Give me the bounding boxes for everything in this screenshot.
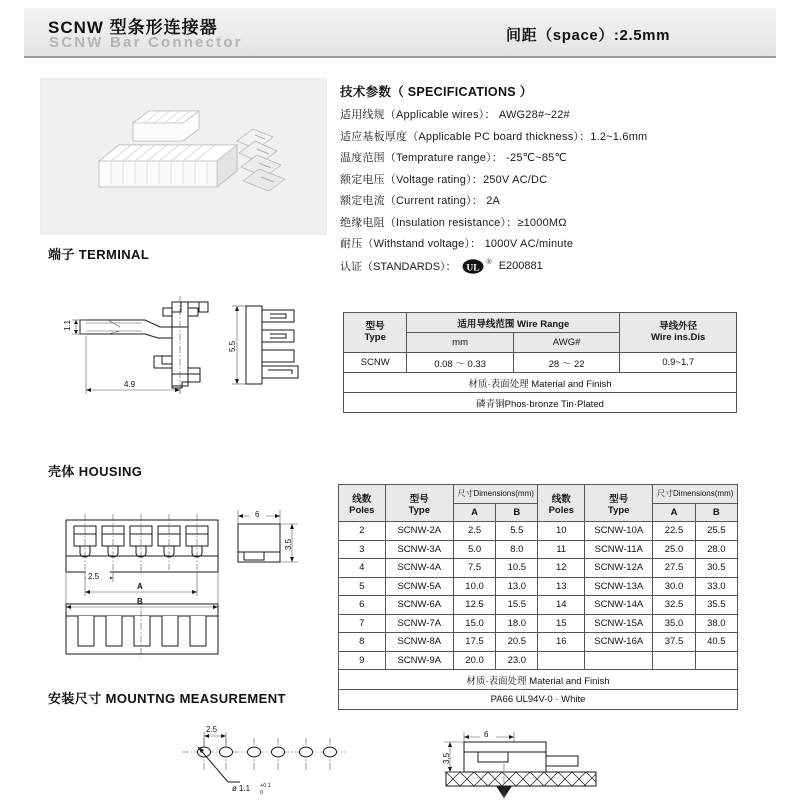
cell-type: SCNW-3A [385, 540, 453, 559]
standards-label: 认证（STANDARDS）： [340, 261, 457, 273]
cell-poles: 5 [339, 577, 386, 596]
cell-a: 35.0 [653, 614, 695, 633]
th-type-left-cn: 型号 [409, 493, 429, 505]
cell-a: 37.5 [653, 633, 695, 652]
mounting-section-drawing [418, 730, 628, 800]
mounting-tolerance-upper: +0.1 [260, 783, 271, 789]
th-type-right-en: Type [607, 504, 630, 516]
cell-a: 15.0 [453, 614, 495, 633]
table-row [339, 633, 738, 652]
specifications-block [340, 82, 780, 274]
th-wire-ins-dis [620, 313, 737, 353]
table-row [344, 373, 737, 393]
diameter-symbol-icon: ø [232, 784, 237, 793]
table-row [339, 614, 738, 633]
housing-material-value: PA66 UL94V-0 · White [339, 690, 738, 710]
cell-b: 30.5 [695, 559, 737, 578]
mounting-hole-diameter-label [232, 784, 251, 793]
cell-a: 12.5 [453, 596, 495, 615]
mounting-dim-height: 3.5 [442, 752, 451, 764]
housing-dim-b: B [137, 597, 143, 606]
th-wire-mm: mm [407, 333, 514, 353]
terminal-dim-side: 5.5 [228, 340, 237, 352]
cell-a [653, 651, 695, 670]
registered-mark-icon: ® [486, 258, 492, 266]
housing-dim-width: 6 [255, 510, 260, 519]
th-type-right-cn: 型号 [609, 493, 629, 505]
th-a-right: A [653, 503, 695, 522]
th-poles-right-cn: 线数 [551, 493, 571, 505]
cell-b: 20.5 [496, 633, 538, 652]
housing-side-drawing [222, 490, 332, 590]
cell-terminal-awg: 28 ～ 22 [513, 353, 620, 373]
cell-type: SCNW-10A [585, 522, 653, 541]
cell-type: SCNW-13A [585, 577, 653, 596]
cell-type: SCNW-4A [385, 559, 453, 578]
cell-type: SCNW-7A [385, 614, 453, 633]
ul-listed-mark-icon [462, 259, 484, 274]
spec-current-rating: 额定电流（Current rating）： 2A [340, 195, 501, 207]
housing-rear-drawing [52, 598, 252, 668]
mounting-hole-pattern-drawing [180, 726, 400, 800]
cell-a: 5.0 [453, 540, 495, 559]
cell-poles: 9 [339, 651, 386, 670]
th-poles-right [538, 485, 585, 522]
th-poles-right-en: Poles [548, 504, 574, 516]
cell-b: 35.5 [695, 596, 737, 615]
th-b-left: B [496, 503, 538, 522]
section-title-housing: 壳体 HOUSING [48, 464, 143, 479]
housing-dim-a: A [137, 582, 143, 591]
mounting-dim-width: 6 [484, 730, 489, 739]
cell-poles: 14 [538, 596, 585, 615]
spec-pcb-thickness: 适应基板厚度（Applicable PC board thickness）：1.2~1.6mm [340, 130, 648, 143]
cell-type: SCNW-11A [585, 540, 653, 559]
terminal-material-header: 材质·表面处理 Material and Finish [344, 373, 737, 393]
cell-poles: 7 [339, 614, 386, 633]
cell-poles: 11 [538, 540, 585, 559]
cell-poles: 8 [339, 633, 386, 652]
cell-type: SCNW-12A [585, 559, 653, 578]
cell-poles [538, 651, 585, 670]
cell-a: 10.0 [453, 577, 495, 596]
th-poles-left [339, 485, 386, 522]
terminal-dim-height: 1.1 [63, 319, 72, 331]
section-title-mounting: 安装尺寸 MOUNTNG MEASUREMENT [48, 691, 286, 706]
cell-poles: 4 [339, 559, 386, 578]
cell-type: SCNW-5A [385, 577, 453, 596]
svg-text:UL: UL [465, 262, 480, 273]
cell-poles: 12 [538, 559, 585, 578]
cell-type: SCNW-9A [385, 651, 453, 670]
table-row [339, 596, 738, 615]
cell-b: 28.0 [695, 540, 737, 559]
cell-b [695, 651, 737, 670]
cell-poles: 6 [339, 596, 386, 615]
cell-type: SCNW-8A [385, 633, 453, 652]
cell-poles: 2 [339, 522, 386, 541]
spec-standards-row [340, 258, 780, 274]
cell-b: 8.0 [496, 540, 538, 559]
table-row [339, 485, 738, 504]
th-terminal-type-cn: 型号 [365, 320, 385, 332]
spec-voltage-rating: 额定电压（Voltage rating）：250V AC/DC [340, 173, 548, 186]
table-row [344, 393, 737, 413]
cell-a: 27.5 [653, 559, 695, 578]
product-photo [40, 78, 327, 235]
cell-type: SCNW-16A [585, 633, 653, 652]
th-dimensions-left: 尺寸Dimensions(mm) [453, 485, 538, 504]
terminal-material-value: 磷青铜Phos·bronze Tin·Plated [344, 393, 737, 413]
th-wire-awg: AWG# [513, 333, 620, 353]
th-type-right [585, 485, 653, 522]
table-row [339, 670, 738, 690]
table-row [339, 522, 738, 541]
terminal-dim-length: 4.9 [124, 380, 136, 389]
terminal-spec-table [343, 312, 737, 413]
cell-b: 25.5 [695, 522, 737, 541]
cell-poles: 13 [538, 577, 585, 596]
product-title-cn: SCNW 型条形连接器 [48, 18, 218, 37]
cell-poles: 15 [538, 614, 585, 633]
standards-file-number: E200881 [498, 260, 543, 272]
cell-terminal-mm: 0.08 ～ 0.33 [407, 353, 514, 373]
cell-a: 25.0 [653, 540, 695, 559]
cell-type [585, 651, 653, 670]
specifications-title: 技术参数（ SPECIFICATIONS ） [340, 85, 533, 99]
th-poles-left-cn: 线数 [352, 493, 372, 505]
section-title-terminal: 端子 TERMINAL [48, 247, 150, 262]
cell-a: 7.5 [453, 559, 495, 578]
table-row [339, 540, 738, 559]
th-b-right: B [695, 503, 737, 522]
th-wire-ins-dis-cn: 导线外径 [659, 320, 698, 332]
cell-poles: 10 [538, 522, 585, 541]
cell-poles: 3 [339, 540, 386, 559]
table-row [339, 651, 738, 670]
th-type-left-en: Type [408, 504, 430, 516]
cell-b: 13.0 [496, 577, 538, 596]
cell-a: 20.0 [453, 651, 495, 670]
cell-b: 15.5 [496, 596, 538, 615]
cell-a: 22.5 [653, 522, 695, 541]
spec-insulation-resistance: 绝缘电阻（Insulation resistance）：≥1000MΩ [340, 216, 567, 229]
cell-type: SCNW-2A [385, 522, 453, 541]
mounting-dim-pitch: 2.5 [206, 725, 218, 734]
housing-dim-height: 3.5 [284, 538, 293, 550]
cell-terminal-wire-dis: 0.9~1.7 [620, 353, 737, 373]
cell-b: 18.0 [496, 614, 538, 633]
housing-dimensions-table [338, 484, 738, 710]
table-row [344, 313, 737, 333]
cell-a: 30.0 [653, 577, 695, 596]
th-terminal-type-en: Type [364, 331, 386, 343]
th-type-left [385, 485, 453, 522]
cell-b: 10.5 [496, 559, 538, 578]
terminal-side-drawing [50, 296, 340, 408]
table-row [339, 559, 738, 578]
page-header [24, 8, 776, 58]
spec-temperature-range: 温度范围（Temprature range）： -25℃~85℃ [340, 152, 568, 164]
mounting-tolerance-lower: 0 [260, 790, 264, 796]
housing-material-header: 材质·表面处理 Material and Finish [339, 670, 738, 690]
cell-a: 17.5 [453, 633, 495, 652]
pitch-spec-label: 间距（space）:2.5mm [506, 27, 671, 44]
cell-type: SCNW-14A [585, 596, 653, 615]
table-row [339, 690, 738, 710]
th-a-left: A [453, 503, 495, 522]
spec-withstand-voltage: 耐压（Withstand voltage）： 1000V AC/minute [340, 238, 574, 250]
cell-type: SCNW-15A [585, 614, 653, 633]
th-wire-ins-dis-en: Wire ins.Dis [651, 331, 706, 343]
cell-a: 32.5 [653, 596, 695, 615]
mounting-hole-diameter: 1.1 [238, 784, 251, 793]
table-row [339, 577, 738, 596]
cell-a: 2.5 [453, 522, 495, 541]
cell-type: SCNW-6A [385, 596, 453, 615]
product-title-en: SCNW Bar Connector [49, 34, 243, 51]
th-wire-range: 适用导线范围 Wire Range [407, 313, 620, 333]
th-poles-left-en: Poles [349, 504, 375, 516]
th-terminal-type [344, 313, 407, 353]
th-dimensions-right: 尺寸Dimensions(mm) [653, 485, 738, 504]
table-row [344, 353, 737, 373]
cell-b: 33.0 [695, 577, 737, 596]
housing-dim-pitch: 2.5 [88, 572, 100, 581]
cell-poles: 16 [538, 633, 585, 652]
cell-b: 23.0 [496, 651, 538, 670]
cell-b: 40.5 [695, 633, 737, 652]
cell-b: 38.0 [695, 614, 737, 633]
cell-b: 5.5 [496, 522, 538, 541]
spec-applicable-wires: 适用线规（Applicable wires）： AWG28#~22# [340, 109, 570, 121]
cell-terminal-type: SCNW [344, 353, 407, 373]
